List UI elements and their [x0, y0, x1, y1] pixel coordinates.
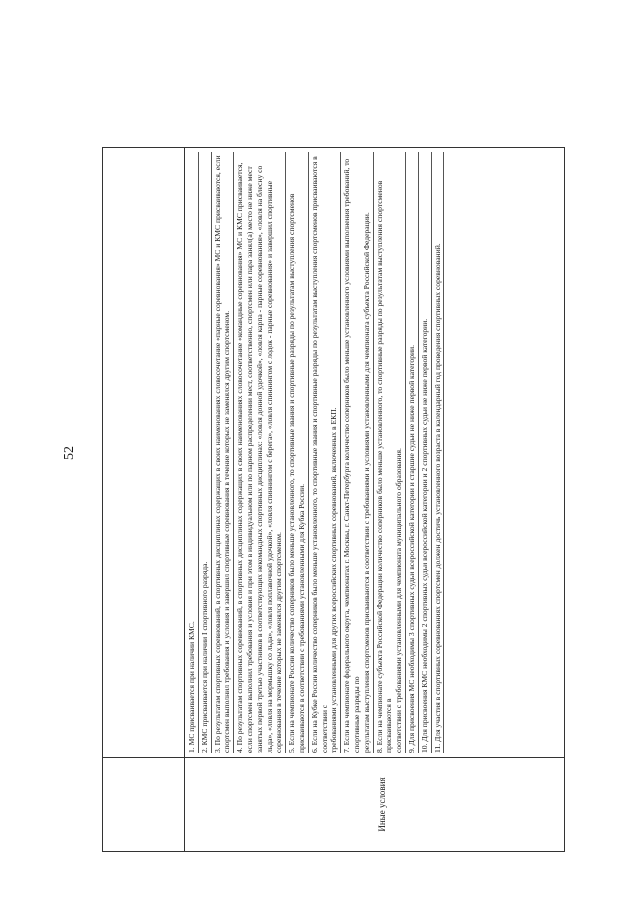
condition-text: 7. Если на чемпионате федерального округа, чемпионатах г. Москвы, г. Санкт-Петербурга количество соперников было меньше установленного условиями выполнения требований, то спортивные разряды по: [342, 158, 361, 753]
condition-text: 1. МС присваивается при наличии КМС.: [187, 621, 196, 753]
condition-text: 6. Если на Кубке России количество соперников было меньше установленного, то спортивные звания и спортивные разряды по результатам выступления спортсменов присваиваются в соответствии с: [309, 156, 329, 753]
condition-item: [419, 152, 432, 753]
table-rotated-wrapper: [102, 147, 565, 852]
condition-text: 9. Для присвоения МС необходимы 3 спортивных судьи всероссийской категории и старшие судьи не ниже первой категории.: [406, 344, 416, 753]
condition-item: [309, 152, 341, 753]
page-number: 52: [62, 446, 77, 460]
condition-text: 5. Если на чемпионате России количество соперников было меньше установленного, то спортивные звания и спортивные разряды по результатам выступления спортсменов присваиваются в соответствии с требованиями установленными для Кубка России.: [287, 193, 306, 753]
condition-item: [432, 152, 445, 753]
condition-continuation: соответствии с требованиями установленными для чемпионата муниципального образования.: [394, 448, 404, 753]
row-label: Иные условия: [377, 777, 388, 832]
row-label-cell: [185, 757, 564, 851]
condition-text: 11. Для участия в спортивных соревнованиях спортсмен должен достичь установленного возраста в календарный год проведения спортивных соревнований.: [432, 243, 442, 753]
condition-text: 2. КМС присваивается при наличии I спортивного разряда.: [199, 561, 209, 753]
condition-item: [212, 152, 235, 753]
condition-continuation: требованиями установленными для других всероссийских спортивных соревнований, включенных в ЕКП.: [329, 407, 339, 753]
condition-text: 3. По результатам спортивных соревнований, в спортивных дисциплинах содержащих в своих наименованиях словосочетание «парные соревнования» МС и КМС присваиваются, если спортсмен выполнил требования и условия и завершил спортивные соревнования в течение которых не заменялся другим спортсменом.: [212, 155, 232, 753]
condition-item: [406, 152, 419, 753]
condition-continuation: результатам выступления спортсменов присваиваются в соответствии с требованиями и условиями установленными для чемпионата субъекта Российской Федерации.: [361, 212, 371, 753]
top-label-cell: [103, 757, 184, 851]
conditions-table: [102, 147, 565, 852]
condition-text: 4. По результатам спортивных соревнований, в спортивных дисциплинах содержащих в своих наименованиях словосочетание «командные соревнования» МС и КМС присваивается, если спортсмен выполнил требования и условия и при этом в индивидуальном или по парном распределении мест, соответственно, спортсмен или пара занял(а) место не ниже мест занятых первой третью участников в соответствующих некомандных спортивных дисциплинах: «ловля донной удочкой», «ловля карпа - парные соревнования», «ловля на блесну со льда», «ловля на мормышку со льда», «ловля поплавочной удочкой», «ловля спиннингом с берега», «ловля спиннингом с лодок - парные соревнования» и завершил спортивные соревнования в течение которых не заменялся другим спортсменом.: [235, 162, 284, 753]
table-top-row: [103, 148, 185, 851]
condition-item: [186, 152, 199, 753]
condition-item: [374, 152, 406, 753]
condition-item: [341, 152, 373, 753]
condition-text: 10. Для присвоения КМС необходимы 2 спортивных судьи всероссийской категории и 2 спортивных судьи не ниже первой категории.: [419, 318, 429, 753]
other-conditions-row: [185, 148, 564, 851]
condition-item: [234, 152, 286, 753]
top-value-cell: [103, 148, 184, 757]
conditions-list: [185, 148, 564, 757]
condition-item: [199, 152, 212, 753]
condition-text: 8. Если на чемпионате субъекта Российской Федерации количество соперников было меньше установленного, то спортивные разряды по результатам выступления спортсменов присваиваются в: [374, 180, 394, 753]
condition-item: [286, 152, 309, 753]
